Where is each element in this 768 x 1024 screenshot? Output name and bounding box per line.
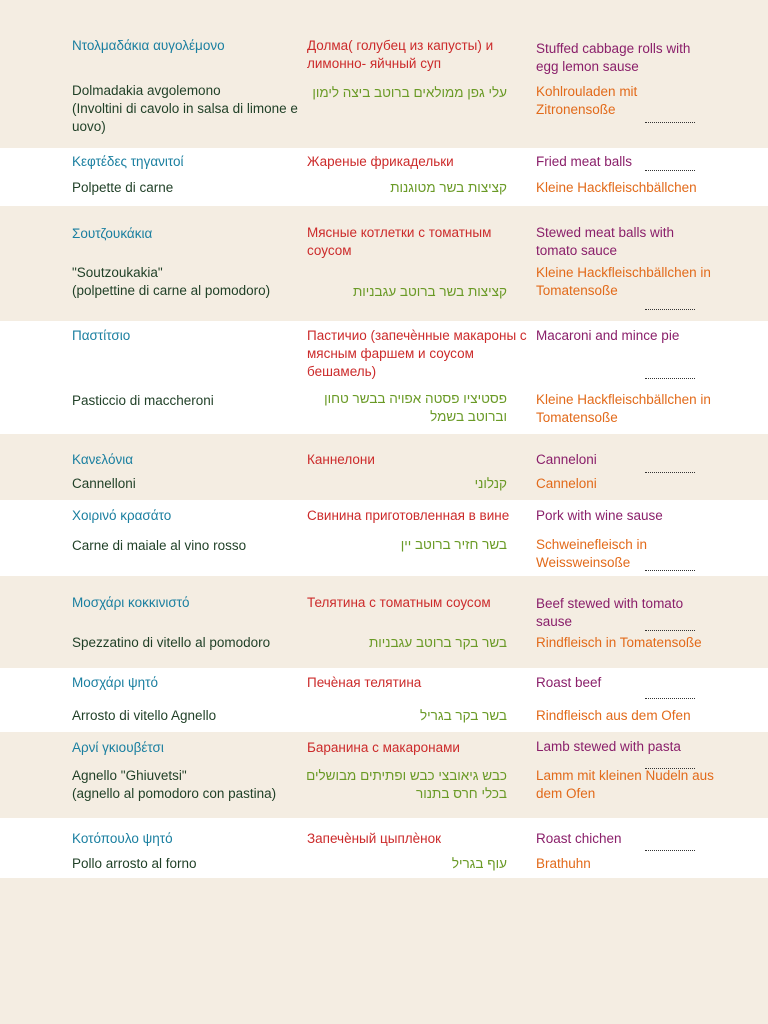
dish-name-italian: Spezzatino di vitello al pomodoro: [72, 635, 271, 650]
dish-name-german: Kleine Hackfleischbällchen in Tomatensoße: [536, 392, 711, 425]
dish-name-hebrew: עוף בגריל: [451, 856, 507, 871]
price-line: [645, 848, 695, 851]
price-line: [645, 376, 695, 379]
dish-name-russian: Пастичио (запечѐнные макароны с мясным фаршем и соусом бешамель): [307, 328, 527, 379]
dish-name-italian: Carne di maiale al vino rosso: [72, 538, 247, 553]
dish-name-italian: Polpette di carne: [72, 180, 174, 195]
dish-name-hebrew: קציצות בשר מטוגנות: [390, 180, 507, 195]
dish-name-hebrew: קנלוני: [474, 476, 507, 491]
dish-name-english: Fried meat balls: [536, 154, 633, 169]
dish-name-greek: Σουτζουκάκια: [72, 226, 153, 241]
dish-name-italian: "Soutzoukakia" (polpettine di carne al pomodoro): [72, 265, 271, 298]
dish-name-hebrew: בשר חזיר ברוטב יין: [400, 537, 507, 552]
dish-name-german: Kleine Hackfleischbällchen in Tomatensoße: [536, 265, 711, 298]
dish-name-greek: Χοιρινό κρασάτο: [72, 508, 172, 523]
dish-name-german: Lamm mit kleinen Nudeln aus dem Ofen: [536, 768, 714, 801]
dish-name-greek: Κεφτέδες τηγανιτοί: [72, 154, 184, 169]
price-line: [645, 470, 695, 473]
dish-name-russian: Каннелони: [307, 452, 375, 467]
dish-name-hebrew: פסטיציו פסטה אפויה בבשר טחון וברוטב בשמל: [324, 391, 507, 424]
dish-name-russian: Запечѐный цыплѐнок: [307, 831, 442, 846]
dish-name-italian: Pasticcio di maccheroni: [72, 393, 214, 408]
dish-name-hebrew: קציצות בשר ברוטב עגבניות: [352, 284, 507, 299]
dish-name-italian: Dolmadakia avgolemono (Involtini di cavolo in salsa di limone e uovo): [72, 83, 298, 134]
price-line: [645, 696, 695, 699]
dish-name-hebrew: כבש גיאובצי כבש ופתיתים מבושלים בכלי חרס בתנור: [306, 768, 507, 801]
dish-name-greek: Κοτόπουλο ψητό: [72, 831, 173, 846]
dish-name-german: Rindfleisch in Tomatensoße: [536, 635, 702, 650]
dish-name-italian: Agnello "Ghiuvetsi" (agnello al pomodoro con pastina): [72, 768, 277, 801]
dish-name-english: Stuffed cabbage rolls with egg lemon sause: [536, 41, 691, 74]
dish-name-german: Schweinefleisch in Weissweinsoße: [536, 537, 648, 570]
dish-name-hebrew: בשר בקר בגריל: [419, 708, 507, 723]
dish-name-greek: Μοσχάρι ψητό: [72, 675, 159, 690]
dish-name-german: Kohlrouladen mit Zitronensoße: [536, 84, 638, 117]
dish-name-italian: Cannelloni: [72, 476, 136, 491]
dish-name-italian: Pollo arrosto al forno: [72, 856, 197, 871]
dish-name-russian: Печѐная телятина: [307, 675, 422, 690]
dish-name-german: Rindfleisch aus dem Ofen: [536, 708, 691, 723]
price-line: [645, 307, 695, 310]
price-line: [645, 766, 695, 769]
dish-name-russian: Свинина приготовленная в вине: [307, 508, 510, 523]
dish-name-greek: Παστίτσιο: [72, 328, 131, 343]
dish-name-english: Roast beef: [536, 675, 602, 690]
dish-name-russian: Баранина с макаронами: [307, 740, 460, 755]
price-line: [645, 628, 695, 631]
price-line: [645, 568, 695, 571]
dish-name-english: Lamb stewed with pasta: [536, 739, 681, 754]
dish-name-greek: Αρνί γκιουβέτσι: [72, 740, 164, 755]
dish-name-german: Brathuhn: [536, 856, 591, 871]
dish-name-russian: Жареные фрикадельки: [307, 154, 454, 169]
dish-name-english: Beef stewed with tomato sause: [536, 596, 684, 629]
dish-name-german: Canneloni: [536, 476, 597, 491]
dish-name-english: Roast chichen: [536, 831, 622, 846]
dish-name-english: Canneloni: [536, 452, 597, 467]
price-line: [645, 120, 695, 123]
dish-name-english: Stewed meat balls with tomato sauce: [536, 225, 675, 258]
dish-name-english: Pork with wine sause: [536, 508, 663, 523]
dish-name-russian: Телятина с томатным соусом: [307, 595, 491, 610]
price-line: [645, 168, 695, 171]
dish-name-greek: Ντολμαδάκια αυγολέμονο: [72, 38, 225, 53]
dish-name-greek: Κανελόνια: [72, 452, 134, 467]
dish-name-hebrew: בשר בקר ברוטב עגבניות: [368, 635, 507, 650]
dish-name-russian: Долма( голубец из капусты) и лимонно- яйчный суп: [307, 38, 494, 71]
dish-name-english: Macaroni and mince pie: [536, 328, 680, 343]
dish-name-hebrew: עלי גפן ממולאים ברוטב ביצה לימון: [312, 85, 507, 100]
dish-name-greek: Μοσχάρι κοκκινιστό: [72, 595, 190, 610]
dish-name-german: Kleine Hackfleischbällchen: [536, 180, 697, 195]
dish-name-italian: Arrosto di vitello Agnello: [72, 708, 217, 723]
dish-name-russian: Мясные котлетки с томатным соусом: [307, 225, 492, 258]
